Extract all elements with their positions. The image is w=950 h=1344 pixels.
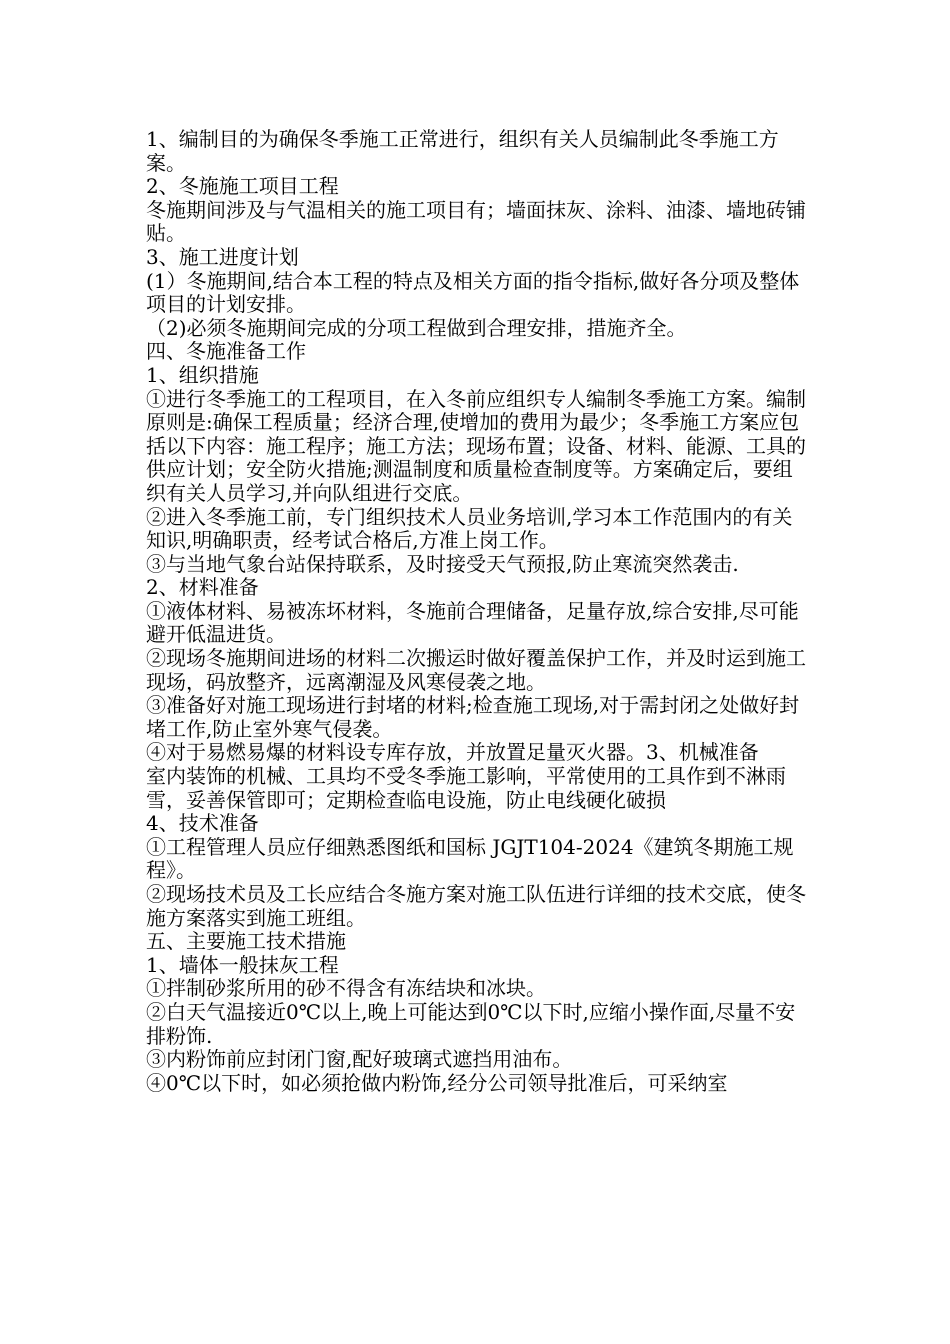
document-body xyxy=(146,128,810,1095)
heading-technical: 4、技术准备 xyxy=(146,811,259,836)
paragraph-plastering-2: ②白天气温接近0℃以上,晚上可能达到0℃以下时,应缩小操作面,尽量不安排粉饰. xyxy=(146,999,796,1048)
paragraph-materials-4: ④对于易燃易爆的材料设专库存放，并放置足量灭火器。3、机械准备 xyxy=(146,740,759,765)
paragraph-organization-2: ②进入冬季施工前，专门组织技术人员业务培训,学习本工作范围内的有关知识,明确职责，经考试合格后,方准上岗工作。 xyxy=(146,504,793,553)
paragraph-schedule-1: (1）冬施期间,结合本工程的特点及相关方面的指令指标,做好各分项及整体项目的计划安排。 xyxy=(146,268,800,317)
paragraph-schedule-2: （2)必须冬施期间完成的分项工程做到合理安排，措施齐全。 xyxy=(146,315,687,340)
paragraph-organization-3: ③与当地气象台站保持联系，及时接受天气预报,防止寒流突然袭击. xyxy=(146,551,739,576)
paragraph-machinery: 室内装饰的机械、工具均不受冬季施工影响，平常使用的工具作到不淋雨雪，妥善保管即可；定期检查临电设施，防止电线硬化破损 xyxy=(146,764,786,812)
paragraph-plastering-3: ③内粉饰前应封闭门窗,配好玻璃式遮挡用油布。 xyxy=(146,1047,573,1072)
paragraph-purpose: 1、编制目的为确保冬季施工正常进行，组织有关人员编制此冬季施工方案。 xyxy=(146,127,779,175)
paragraph-plastering-1: ①拌制砂浆所用的砂不得含有冻结块和冰块。 xyxy=(146,976,546,1001)
paragraph-technical-1: ①工程管理人员应仔细熟悉图纸和国标 JGJT104-2024《建筑冬期施工规程》。 xyxy=(146,834,794,883)
paragraph-plastering-4: ④0℃以下时，如必须抢做内粉饰,经分公司领导批准后，可采纳室 xyxy=(146,1070,728,1095)
paragraph-winter-project: 冬施期间涉及与气温相关的施工项目有；墙面抹灰、涂料、油漆、墙地砖铺贴。 xyxy=(146,197,806,246)
paragraph-organization-1: ①进行冬季施工的工程项目，在入冬前应组织专人编制冬季施工方案。编制原则是:确保工程质量；经济合理,使增加的费用为最少；冬季施工方案应包括以下内容：施工程序；施工方法；现场布置；设备、材料、能源、工具的供应计划；安全防火措施;测温制度和质量检查制度等。方案确定后，要组织有关人员学习,并向队组进行交底。 xyxy=(146,386,806,505)
heading-winter-project: 2、冬施施工项目工程 xyxy=(146,174,339,199)
paragraph-materials-1: ①液体材料、易被冻坏材料，冬施前合理储备，足量存放,综合安排,尽可能避开低温进货。 xyxy=(146,598,799,647)
heading-materials: 2、材料准备 xyxy=(146,575,259,600)
heading-organization: 1、组织措施 xyxy=(146,362,259,387)
paragraph-technical-2: ②现场技术员及工长应结合冬施方案对施工队伍进行详细的技术交底，使冬施方案落实到施工班组。 xyxy=(146,882,806,930)
heading-plastering: 1、墙体一般抹灰工程 xyxy=(146,952,339,977)
paragraph-materials-2: ②现场冬施期间进场的材料二次搬运时做好覆盖保护工作，并及时运到施工现场，码放整齐，远离潮湿及风寒侵袭之地。 xyxy=(146,646,806,694)
paragraph-materials-3: ③准备好对施工现场进行封堵的材料;检查施工现场,对于需封闭之处做好封堵工作,防止室外寒气侵袭。 xyxy=(146,693,800,741)
heading-section-five: 五、主要施工技术措施 xyxy=(146,929,346,954)
heading-schedule: 3、施工进度计划 xyxy=(146,244,299,269)
heading-section-four: 四、冬施准备工作 xyxy=(146,339,306,364)
